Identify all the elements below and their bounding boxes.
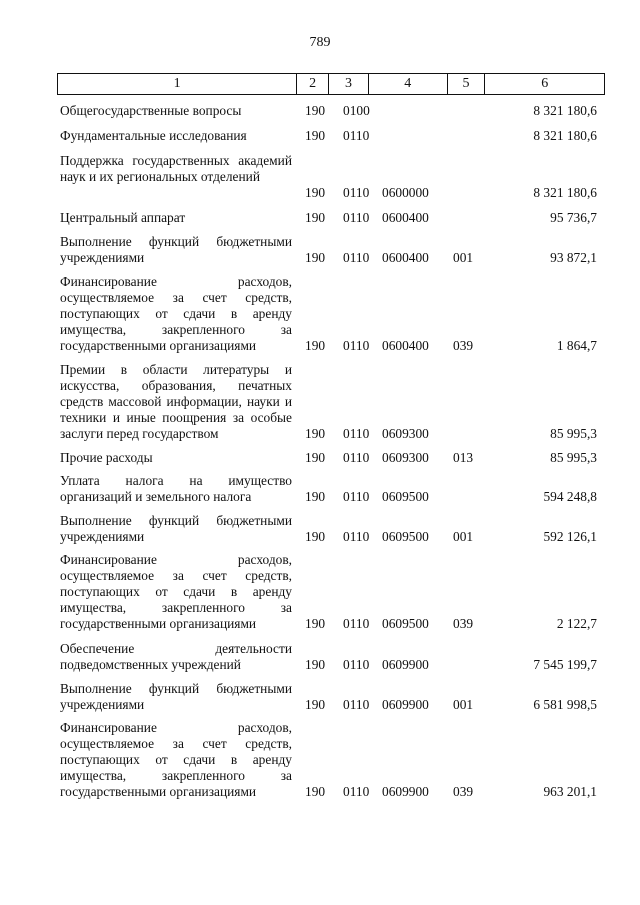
row-name: Выполнение функций бюджетными учреждениями [60,681,292,712]
table-row [57,473,605,505]
table-row [57,513,605,545]
table-header [57,73,605,95]
row-name: Прочие расходы [60,450,153,465]
row-amount: 594 248,8 [543,489,597,504]
row-name: Обеспечение деятельности подведомственных учреждений [60,641,292,672]
row-kbk: 190 [305,185,326,200]
header-col-5: 5 [448,74,486,94]
row-kbk: 190 [305,250,326,265]
row-vr: 013 [453,450,474,465]
table-row [57,153,605,201]
row-csr: 0609500 [382,616,429,631]
row-name: Выполнение функций бюджетными учреждениями [60,513,292,544]
row-name: Выполнение функций бюджетными учреждениями [60,234,292,265]
row-section: 0110 [343,784,370,799]
table-row [57,641,605,673]
row-amount: 6 581 998,5 [533,697,597,712]
row-csr: 0609500 [382,529,429,544]
page-number: 789 [309,35,331,50]
row-vr: 039 [453,784,474,799]
row-csr: 0609500 [382,489,429,504]
row-name: Поддержка государственных академий наук и их региональных отделений [60,153,292,184]
row-csr: 0600400 [382,210,429,225]
row-csr: 0600000 [382,185,429,200]
row-name: Финансирование расходов, осуществляемое за счет средств, поступающих от сдачи в аренду имущества, закрепленного за государственными организациями [60,552,292,631]
row-section: 0110 [343,529,370,544]
row-name: Уплата налога на имущество организаций и земельного налога [60,473,292,504]
row-section: 0110 [343,338,370,353]
row-csr: 0609900 [382,657,429,672]
table-row [57,128,605,144]
row-name: Финансирование расходов, осуществляемое за счет средств, поступающих от сдачи в аренду имущества, закрепленного за государственными организациями [60,720,292,799]
row-vr: 001 [453,697,474,712]
row-csr: 0609300 [382,450,429,465]
table-row [57,450,605,466]
row-section: 0110 [343,128,370,143]
row-section: 0110 [343,426,370,441]
table-row [57,234,605,266]
table-row [57,681,605,713]
row-kbk: 190 [305,103,326,118]
row-section: 0110 [343,210,370,225]
row-name: Фундаментальные исследования [60,128,247,143]
header-col-1: 1 [58,74,297,94]
row-csr: 0600400 [382,250,429,265]
table-row [57,274,605,354]
header-col-6: 6 [541,76,549,91]
header-col-3: 3 [329,74,369,94]
row-amount: 963 201,1 [543,784,597,799]
table-row [57,103,605,119]
row-kbk: 190 [305,529,326,544]
row-amount: 592 126,1 [543,529,597,544]
table-row [57,362,605,442]
header-col-2: 2 [297,74,329,94]
row-name: Финансирование расходов, осуществляемое за счет средств, поступающих от сдачи в аренду имущества, закрепленного за государственными организациями [60,274,292,353]
row-vr: 039 [453,616,474,631]
row-vr: 001 [453,250,474,265]
header-col-4: 4 [369,74,448,94]
row-amount: 8 321 180,6 [533,128,597,143]
row-section: 0110 [343,250,370,265]
row-csr: 0600400 [382,338,429,353]
row-kbk: 190 [305,426,326,441]
row-kbk: 190 [305,697,326,712]
row-amount: 1 864,7 [556,338,597,353]
row-kbk: 190 [305,784,326,799]
row-vr: 039 [453,338,474,353]
row-vr: 001 [453,529,474,544]
row-amount: 2 122,7 [556,616,597,631]
row-csr: 0609900 [382,697,429,712]
row-kbk: 190 [305,616,326,631]
row-kbk: 190 [305,210,326,225]
row-name: Общегосударственные вопросы [60,103,242,118]
row-name: Центральный аппарат [60,210,186,225]
row-amount: 93 872,1 [550,250,597,265]
row-section: 0110 [343,185,370,200]
row-amount: 95 736,7 [550,210,597,225]
table-row [57,720,605,800]
row-kbk: 190 [305,489,326,504]
table-row [57,552,605,632]
row-kbk: 190 [305,450,326,465]
row-amount: 8 321 180,6 [533,103,597,118]
row-section: 0100 [343,103,370,118]
row-amount: 8 321 180,6 [533,185,597,200]
row-section: 0110 [343,616,370,631]
row-csr: 0609900 [382,784,429,799]
table-row [57,210,605,226]
row-section: 0110 [343,489,370,504]
row-csr: 0609300 [382,426,429,441]
row-amount: 85 995,3 [550,450,597,465]
row-amount: 7 545 199,7 [533,657,597,672]
row-amount: 85 995,3 [550,426,597,441]
row-section: 0110 [343,697,370,712]
row-kbk: 190 [305,338,326,353]
row-kbk: 190 [305,128,326,143]
row-section: 0110 [343,657,370,672]
row-kbk: 190 [305,657,326,672]
row-name: Премии в области литературы и искусства, образования, печатных средств массовой информации, науки и техники и иные поощрения за особые заслуги перед государством [60,362,292,441]
row-section: 0110 [343,450,370,465]
